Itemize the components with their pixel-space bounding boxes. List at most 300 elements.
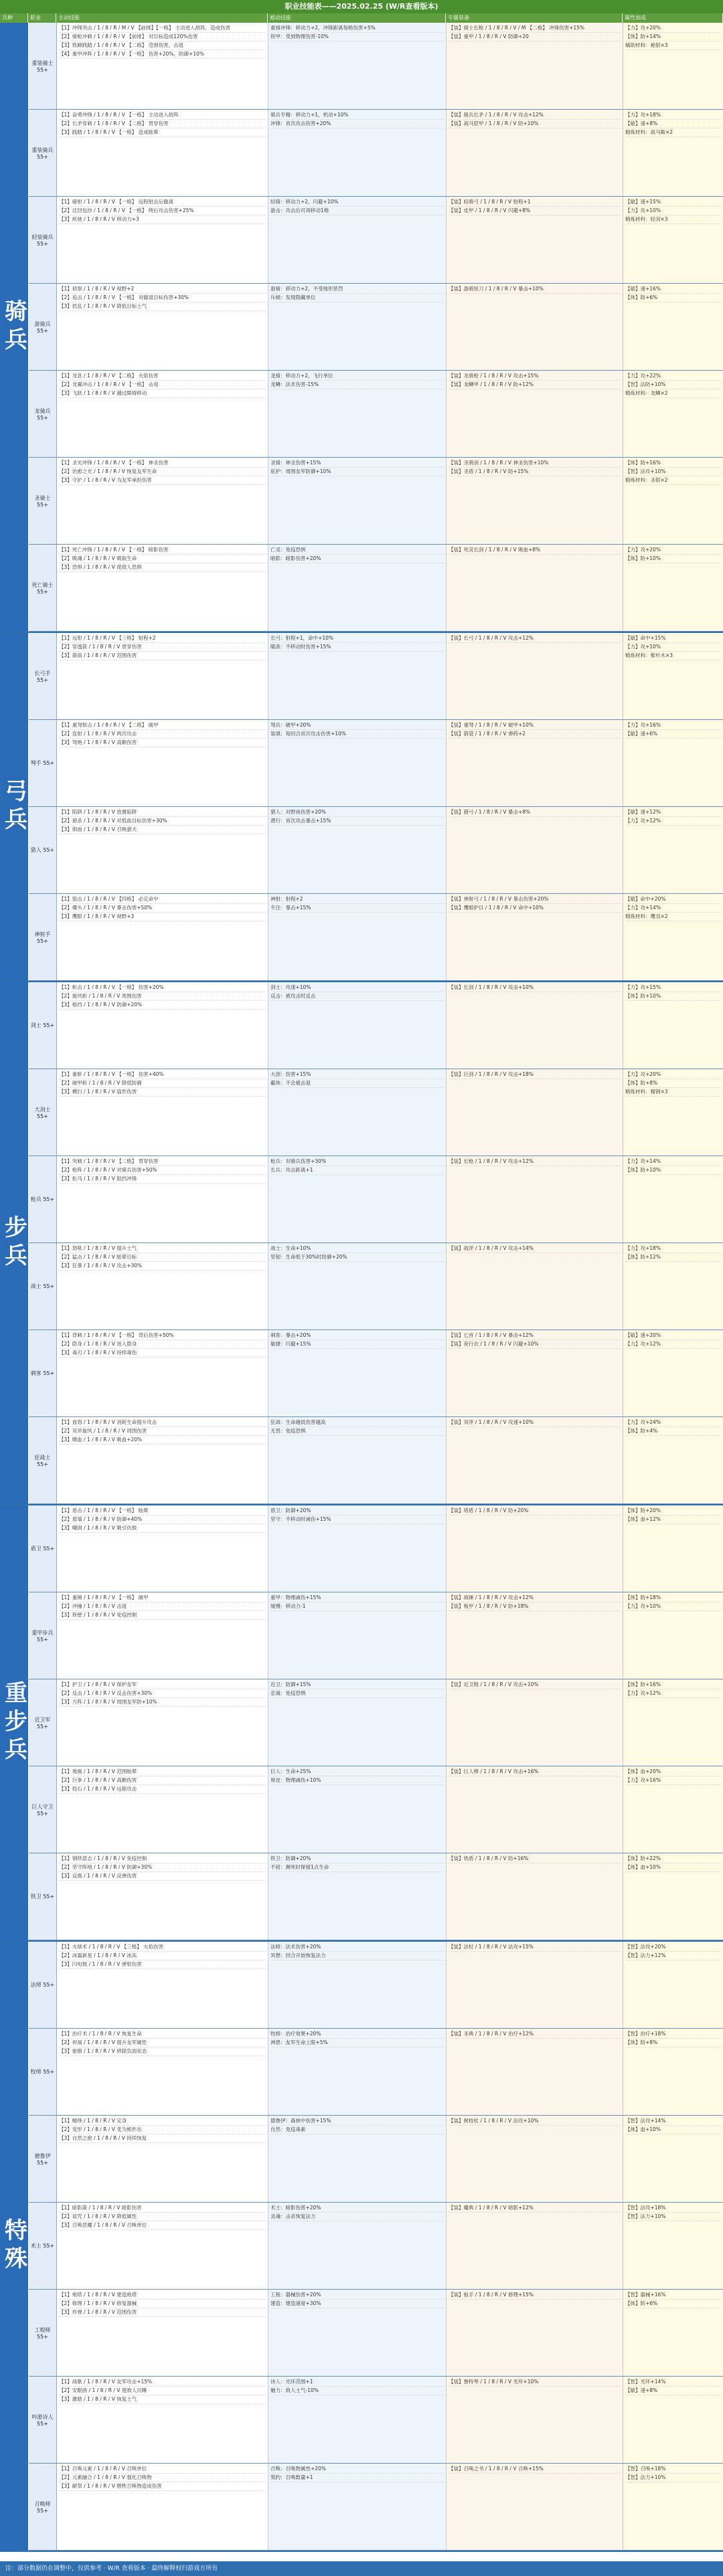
table-row (29, 458, 723, 545)
attributes-cell (623, 1505, 723, 1592)
unit-name: 死亡骑士 55+ (29, 545, 57, 631)
attributes-cell (623, 1679, 723, 1766)
cell-line: 德鲁伊：森林中伤害+15% (270, 2117, 444, 2126)
equipment-cell (447, 1156, 623, 1243)
equipment-cell (447, 2203, 623, 2289)
cell-line: 【力】攻+12% (625, 1340, 721, 1349)
attributes-cell (623, 1766, 723, 1853)
equipment-cell (447, 1417, 623, 1503)
cell-line: 【智】法攻+20% (625, 1943, 721, 1952)
cell-line: 【2】爆头 / 1 / 8 / R / V 暴击伤害+50% (59, 904, 266, 913)
cell-line: 【2】吸魂 / 1 / 8 / R / V 吸取生命 (59, 555, 266, 563)
cell-line: 【2】反击 / 1 / 8 / R / V 反击伤害+30% (59, 1689, 266, 1698)
cell-line: 【1】冲锋突击 / 1 / 8 / R / M / V 【前排】【一格】 主动进入敌阵，造成伤害 (59, 24, 266, 33)
cell-line: 坚韧：生命低于30%时防御+20% (270, 1253, 444, 1262)
header-equipment: 专属装备 (446, 13, 623, 23)
active-skills-cell (57, 545, 268, 631)
equipment-cell (447, 1853, 623, 1940)
cell-line: 【2】迂回包抄 / 1 / 8 / R / V 【一格】 绕后攻击伤害+25% (59, 207, 266, 215)
cell-line: 圣骑：神圣伤害+15% (270, 459, 444, 468)
unit-name: 轻装骑兵 55+ (29, 197, 57, 283)
cell-line: 【3】铁壁 / 1 / 8 / R / V 免疫控制 (59, 1611, 266, 1620)
cell-line: 盾卫：防御+20% (270, 1507, 444, 1515)
cell-line: 精炼材料：鹰羽×2 (625, 913, 721, 921)
active-skills-cell (57, 1243, 268, 1329)
cell-line: 【3】方阵 / 1 / 8 / R / V 周围友军防+10% (59, 1698, 266, 1707)
cell-line: 不屈：濒死时保留1点生命 (270, 1863, 444, 1872)
cell-line: 铁甲：受到物理伤害-10% (270, 33, 444, 41)
active-skills-cell (57, 110, 268, 196)
cell-line: 【3】疾驰 / 1 / 8 / R / V 移动力+3 (59, 215, 266, 224)
passive-skills-cell (268, 284, 447, 370)
table-row (29, 1069, 723, 1156)
cell-line: 【敏】命中+15% (625, 634, 721, 643)
cell-line: 【2】双斧旋风 / 1 / 8 / R / V 周围伤害 (59, 1427, 266, 1436)
cell-line: 【2】枪阵 / 1 / 8 / R / V 对骑兵伤害+50% (59, 1166, 266, 1175)
table-row (29, 110, 723, 197)
cell-line: 【智】器械+16% (625, 2291, 721, 2300)
attributes-cell (623, 2290, 723, 2376)
cell-line: 专注：暴击+15% (270, 904, 444, 913)
active-skills-cell (57, 1592, 268, 1679)
cell-line: 暗影：暗影伤害+20% (270, 555, 444, 563)
table-row (29, 2116, 723, 2203)
attributes-cell (623, 2116, 723, 2202)
cell-line: 召唤：召唤物属性+20% (270, 2465, 444, 2474)
cell-line: 骑兵专精：移动力+1，机动+10% (270, 111, 444, 120)
active-skills-cell (57, 2116, 268, 2202)
cell-line: 【体】防+22% (625, 1855, 721, 1863)
equipment-cell (447, 1679, 623, 1766)
cell-line: 【1】暗影箭 / 1 / 8 / R / V 暗影伤害 (59, 2204, 266, 2213)
cell-line: 【1】缠绕 / 1 / 8 / R / V 定身 (59, 2117, 266, 2126)
footer-note: 注：部分数据仍在调整中，仅供参考 · W/R 查看版本 · 最终解释权归游戏方所有 (0, 2561, 723, 2576)
cell-line: 【装】铁盾 / 1 / 8 / R / V 防+16% (449, 1855, 621, 1863)
cell-line: 【装】神射弓 / 1 / 8 / R / V 暴击伤害+20% (449, 895, 621, 904)
cell-line: 神恩：友军生命上限+5% (270, 2039, 444, 2047)
category-section (0, 982, 723, 1505)
equipment-cell (447, 720, 623, 806)
attributes-cell (623, 197, 723, 283)
cell-line: 近卫：防御+15% (270, 1681, 444, 1689)
equipment-cell (447, 982, 623, 1069)
cell-line: 【力】攻+18% (625, 1245, 721, 1253)
passive-skills-cell (268, 633, 447, 719)
cell-line: 【3】格挡 / 1 / 8 / R / V 防御+20% (59, 1001, 266, 1010)
cell-line: 精炼材料：轻羽×3 (625, 215, 721, 224)
cell-line: 冲锋：首次攻击伤害+20% (270, 120, 444, 128)
cell-line: 【3】炸弹 / 1 / 8 / R / V 范围伤害 (59, 2308, 266, 2317)
cell-line: 【体】防+6% (625, 2300, 721, 2308)
cell-line: 【3】箭雨 / 1 / 8 / R / V 范围伤害 (59, 652, 266, 660)
table-row (29, 2029, 723, 2116)
cell-line: 【3】鹰眼 / 1 / 8 / R / V 视野+3 (59, 913, 266, 921)
cell-line: 【2】变形 / 1 / 8 / R / V 变为熊形态 (59, 2126, 266, 2134)
cell-line: 【装】龙鳞甲 / 1 / 8 / R / V 防+12% (449, 381, 621, 389)
attributes-cell (623, 110, 723, 196)
attributes-cell (623, 2029, 723, 2115)
cell-line: 【装】龙骑枪 / 1 / 8 / R / V 攻击+15% (449, 372, 621, 381)
cell-line: 【1】重弩射击 / 1 / 8 / R / V 【二格】 破甲 (59, 721, 266, 730)
equipment-cell (447, 1505, 623, 1592)
equipment-cell (447, 1330, 623, 1416)
active-skills-cell (57, 1942, 268, 2028)
cell-line: 【体】防+10% (625, 992, 721, 1001)
skill-table (0, 23, 723, 2552)
active-skills-cell (57, 371, 268, 457)
cell-line: 【1】陷阱 / 1 / 8 / R / V 放置陷阱 (59, 808, 266, 817)
cell-line: 【2】盾墙 / 1 / 8 / R / V 防御+40% (59, 1515, 266, 1524)
cell-line: 长兵：攻击距离+1 (270, 1166, 444, 1175)
unit-name: 召唤师 55+ (29, 2464, 57, 2550)
cell-line: 【装】战马铠甲 / 1 / 8 / R / V 防+10% (449, 120, 621, 128)
cell-line: 【2】治愈之光 / 1 / 8 / R / V 恢复友军生命 (59, 468, 266, 476)
category-label: 重步兵 (0, 1505, 29, 1940)
unit-name: 战士 55+ (29, 1243, 57, 1329)
cell-line: 【1】火球术 / 1 / 8 / R / V 【三格】 火焰伤害 (59, 1943, 266, 1952)
cell-line: 【智】法攻+18% (625, 2204, 721, 2213)
cell-line: 神射：射程+2 (270, 895, 444, 904)
cell-line: 建造：建造速度+30% (270, 2300, 444, 2308)
cell-line: 【体】防+12% (625, 1253, 721, 1262)
active-skills-cell (57, 1330, 268, 1416)
cell-line: 【装】双斧 / 1 / 8 / R / V 攻速+10% (449, 1418, 621, 1427)
cell-line: 灵魂：击杀恢复法力 (270, 2213, 444, 2221)
passive-skills-cell (268, 1942, 447, 2028)
cell-line: 【装】圣盾 / 1 / 8 / R / V 防+15% (449, 468, 621, 476)
unit-name: 刺客 55+ (29, 1330, 57, 1416)
table-row (29, 1592, 723, 1679)
cell-line: 【装】重甲 / 1 / 8 / R / V 防御+20 (449, 33, 621, 41)
unit-list (29, 1942, 723, 2551)
cell-line: 工程：器械伤害+20% (270, 2291, 444, 2300)
cell-line: 【1】盾击 / 1 / 8 / R / V 【一格】 眩晕 (59, 1507, 266, 1515)
cell-line: 【力】攻+15% (625, 984, 721, 992)
cell-line: 【体】血+12% (625, 1515, 721, 1524)
passive-skills-cell (268, 1417, 447, 1503)
active-skills-cell (57, 720, 268, 806)
table-row (29, 545, 723, 632)
active-skills-cell (57, 1766, 268, 1853)
cell-line: 【1】斩击 / 1 / 8 / R / V 【一格】 伤害+20% (59, 984, 266, 992)
cell-line: 牧师：治疗效果+20% (270, 2030, 444, 2039)
passive-skills-cell (268, 371, 447, 457)
table-row (29, 982, 723, 1069)
equipment-cell (447, 371, 623, 457)
passive-skills-cell (268, 545, 447, 631)
equipment-cell (447, 110, 623, 196)
cell-line: 【1】血怒 / 1 / 8 / R / V 消耗生命提升攻击 (59, 1418, 266, 1427)
cell-line: 【体】防+8% (625, 1079, 721, 1088)
cell-line: 【智】法防+10% (625, 381, 721, 389)
cell-line: 【体】防+16% (625, 459, 721, 468)
cell-line: 【1】怒吼 / 1 / 8 / R / V 提升士气 (59, 1245, 266, 1253)
category-label: 特殊 (0, 1942, 29, 2551)
cell-line: 【3】嗜血 / 1 / 8 / R / V 吸血+20% (59, 1436, 266, 1445)
cell-line: 【敏】速+12% (625, 808, 721, 817)
equipment-cell (447, 807, 623, 893)
passive-skills-cell (268, 2290, 447, 2376)
attributes-cell (623, 1592, 723, 1679)
cell-line: 【3】召唤恶魔 / 1 / 8 / R / V 召唤单位 (59, 2221, 266, 2230)
cell-line: 【力】攻+20% (625, 546, 721, 555)
cell-line: 斥候：发现隐藏单位 (270, 294, 444, 302)
cell-line: 【1】战歌 / 1 / 8 / R / V 友军攻击+15% (59, 2378, 266, 2387)
unit-list (29, 23, 723, 632)
cell-line: 【3】毒刃 / 1 / 8 / R / V 持续毒伤 (59, 1349, 266, 1358)
cell-line: 【1】骑射 / 1 / 8 / R / V 【一格】 远程射击后撤离 (59, 198, 266, 207)
category-section (0, 1942, 723, 2552)
unit-name: 枪兵 55+ (29, 1156, 57, 1243)
cell-line: 【体】防+20% (625, 1507, 721, 1515)
cell-line: 【力】攻+10% (625, 643, 721, 652)
equipment-cell (447, 2290, 623, 2376)
cell-line: 【1】钢铁意志 / 1 / 8 / R / V 免疫控制 (59, 1855, 266, 1863)
attributes-cell (623, 1069, 723, 1156)
passive-skills-cell (268, 2116, 447, 2202)
cell-line: 【敏】速+6% (625, 730, 721, 739)
passive-skills-cell (268, 982, 447, 1069)
cell-line: 【装】圣骑剑 / 1 / 8 / R / V 神圣伤害+10% (449, 459, 621, 468)
attributes-cell (623, 2464, 723, 2550)
category-label: 弓兵 (0, 633, 29, 981)
cell-line: 精炼材料：圣银×2 (625, 476, 721, 485)
cell-line: 【装】圣典 / 1 / 8 / R / V 治疗+12% (449, 2030, 621, 2039)
active-skills-cell (57, 2203, 268, 2289)
cell-line: 【3】献祭 / 1 / 8 / R / V 牺牲召唤物造成伤害 (59, 2482, 266, 2491)
cell-line: 【装】战斧 / 1 / 8 / R / V 攻击+14% (449, 1245, 621, 1253)
active-skills-cell (57, 1853, 268, 1940)
attributes-cell (623, 1417, 723, 1503)
active-skills-cell (57, 23, 268, 109)
active-skills-cell (57, 2290, 268, 2376)
cell-line: 【装】扳手 / 1 / 8 / R / V 修理+15% (449, 2291, 621, 2300)
attributes-cell (623, 1330, 723, 1416)
header-active-skills: 主动技能 (56, 13, 268, 23)
table-row (29, 633, 723, 720)
cell-line: 【力】攻+12% (625, 817, 721, 826)
unit-name: 术士 55+ (29, 2203, 57, 2289)
cell-line: 【装】骑士长枪 / 1 / 8 / R / V / M 【二格】 冲锋伤害+15% (449, 24, 621, 33)
cell-line: 枪兵：对骑兵伤害+30% (270, 1158, 444, 1166)
active-skills-cell (57, 807, 268, 893)
cell-line: 【2】追击 / 1 / 8 / R / V 【一格】 对撤退目标伤害+30% (59, 294, 266, 302)
cell-line: 【2】骑枪冲刺 / 1 / 8 / R / V 【前排】 对目标造成120%伤害 (59, 33, 266, 41)
cell-line: 【1】炮塔 / 1 / 8 / R / V 建造炮塔 (59, 2291, 266, 2300)
passive-skills-cell (268, 720, 447, 806)
table-row (29, 807, 723, 894)
cell-line: 精炼材料：战马鞍×2 (625, 128, 721, 137)
cell-line: 【体】防+18% (625, 1594, 721, 1602)
cell-line: 【装】皮甲 / 1 / 8 / R / V 闪避+8% (449, 207, 621, 215)
cell-line: 【3】恐惧 / 1 / 8 / R / V 使敌人恐惧 (59, 563, 266, 572)
unit-name: 德鲁伊 55+ (29, 2116, 57, 2202)
cell-line: 【1】背刺 / 1 / 8 / R / V 【一格】 背后伤害+50% (59, 1331, 266, 1340)
cell-line: 【体】血+20% (625, 1768, 721, 1776)
cell-line: 【3】嘲讽 / 1 / 8 / R / V 吸引仇恨 (59, 1524, 266, 1533)
cell-line: 【2】修理 / 1 / 8 / R / V 修复器械 (59, 2300, 266, 2308)
passive-skills-cell (268, 458, 447, 544)
table-row (29, 1417, 723, 1504)
cell-line: 【装】骑兵长矛 / 1 / 8 / R / V 攻击+12% (449, 111, 621, 120)
cell-line: 【装】法杖 / 1 / 8 / R / V 法攻+15% (449, 1943, 621, 1952)
passive-skills-cell (268, 1505, 447, 1592)
passive-skills-cell (268, 2464, 447, 2550)
cell-line: 庇护：周围友军防御+10% (270, 468, 444, 476)
cell-line: 【2】旋风斩 / 1 / 8 / R / V 周围伤害 (59, 992, 266, 1001)
cell-line: 【3】守护 / 1 / 8 / R / V 为友军承担伤害 (59, 476, 266, 485)
equipment-cell (447, 545, 623, 631)
cell-line: 【1】龙息 / 1 / 8 / R / V 【二格】 火焰伤害 (59, 372, 266, 381)
attributes-cell (623, 2377, 723, 2463)
cell-line: 【装】塔盾 / 1 / 8 / R / V 防+20% (449, 1507, 621, 1515)
cell-line: 【装】重弩 / 1 / 8 / R / V 破甲+10% (449, 721, 621, 730)
cell-line: 【智】法力+12% (625, 1952, 721, 1960)
cell-line: 【力】攻+20% (625, 24, 721, 33)
unit-name: 龙骑兵 55+ (29, 371, 57, 457)
table-row (29, 1853, 723, 1940)
cell-line: 龙骑：移动力+2，飞行单位 (270, 372, 444, 381)
active-skills-cell (57, 982, 268, 1069)
passive-skills-cell (268, 197, 447, 283)
cell-line: 【3】践踏 / 1 / 8 / R / V 【一格】 造成眩晕 (59, 128, 266, 137)
cell-line: 【体】防+16% (625, 1681, 721, 1689)
unit-name: 盾卫 55+ (29, 1505, 57, 1592)
table-row (29, 1330, 723, 1417)
cell-line: 【体】防+4% (625, 1427, 721, 1436)
table-row (29, 1679, 723, 1766)
cell-line: 【2】猎杀 / 1 / 8 / R / V 对低血目标伤害+30% (59, 817, 266, 826)
cell-line: 战士：生命+10% (270, 1245, 444, 1253)
table-row (29, 1156, 723, 1243)
cell-line: 亡灵：免疫恐惧 (270, 546, 444, 555)
cell-line: 剑士：攻速+10% (270, 984, 444, 992)
active-skills-cell (57, 633, 268, 719)
cell-line: 【2】破甲斩 / 1 / 8 / R / V 降低防御 (59, 1079, 266, 1088)
equipment-cell (447, 1243, 623, 1329)
cell-line: 【敏】命中+20% (625, 895, 721, 904)
cell-line: 契约：召唤数量+1 (270, 2474, 444, 2482)
cell-line: 【装】夜行衣 / 1 / 8 / R / V 闪避+10% (449, 1340, 621, 1349)
cell-line: 游击：攻击后可再移动1格 (270, 207, 444, 215)
unit-name: 弩手 55+ (29, 720, 57, 806)
cell-line: 【3】闪电链 / 1 / 8 / R / V 弹射伤害 (59, 1960, 266, 1969)
cell-line: 【2】隐身 / 1 / 8 / R / V 进入隐身 (59, 1340, 266, 1349)
equipment-cell (447, 2464, 623, 2550)
cell-line: 【2】冰霜新星 / 1 / 8 / R / V 冰冻 (59, 1952, 266, 1960)
cell-line: 【2】巨拳 / 1 / 8 / R / V 高额伤害 (59, 1776, 266, 1785)
cell-line: 轻骑：移动力+2，闪避+10% (270, 198, 444, 207)
active-skills-cell (57, 894, 268, 980)
cell-line: 【智】召唤+18% (625, 2465, 721, 2474)
attributes-cell (623, 371, 723, 457)
cell-line: 【装】箭袋 / 1 / 8 / R / V 弹药+2 (449, 730, 621, 739)
cell-line: 【2】祝福 / 1 / 8 / R / V 提升友军属性 (59, 2039, 266, 2047)
cell-line: 【1】死亡冲锋 / 1 / 8 / R / V 【一格】 暗影伤害 (59, 546, 266, 555)
cell-line: 【力】攻+20% (625, 1071, 721, 1079)
passive-skills-cell (268, 110, 447, 196)
cell-line: 重甲：物理减伤+15% (270, 1594, 444, 1602)
attributes-cell (623, 894, 723, 980)
passive-skills-cell (268, 1592, 447, 1679)
active-skills-cell (57, 2029, 268, 2115)
table-row (29, 23, 723, 110)
table-row (29, 2377, 723, 2464)
cell-line: 【装】板甲 / 1 / 8 / R / V 防+18% (449, 1602, 621, 1611)
cell-line: 【智】法攻+10% (625, 468, 721, 476)
unit-list (29, 633, 723, 981)
cell-line: 【1】召唤元素 / 1 / 8 / R / V 召唤单位 (59, 2465, 266, 2474)
unit-name: 牧师 55+ (29, 2029, 57, 2115)
passive-skills-cell (268, 894, 447, 980)
attributes-cell (623, 982, 723, 1069)
cell-line: 【2】龙翼冲击 / 1 / 8 / R / V 【一格】 击退 (59, 381, 266, 389)
active-skills-cell (57, 1069, 268, 1156)
passive-skills-cell (268, 1243, 447, 1329)
cell-line: 忠诚：免疫恐惧 (270, 1689, 444, 1698)
cell-line: 大剑：伤害+15% (270, 1071, 444, 1079)
cell-line: 【3】拒马 / 1 / 8 / R / V 阻挡冲锋 (59, 1175, 266, 1184)
cell-line: 猎人：对野兽伤害+20% (270, 808, 444, 817)
cell-line: 【智】法力+10% (625, 2213, 721, 2221)
passive-skills-cell (268, 1766, 447, 1853)
active-skills-cell (57, 1417, 268, 1503)
active-skills-cell (57, 1505, 268, 1592)
equipment-cell (447, 2116, 623, 2202)
cell-line: 敏捷：闪避+15% (270, 1340, 444, 1349)
cell-line: 【装】巨人棒 / 1 / 8 / R / V 攻击+16% (449, 1768, 621, 1776)
cell-line: 【力】攻+10% (625, 1602, 721, 1611)
unit-name: 重甲步兵 55+ (29, 1592, 57, 1679)
attributes-cell (623, 23, 723, 109)
unit-name: 铁卫 55+ (29, 1853, 57, 1940)
cell-line: 【敏】速+16% (625, 285, 721, 294)
unit-name: 近卫军 55+ (29, 1679, 57, 1766)
cell-line: 【3】反震 / 1 / 8 / R / V 反弹伤害 (59, 1872, 266, 1881)
attributes-cell (623, 1942, 723, 2028)
category-section (0, 633, 723, 982)
cell-line: 【4】重甲冲阵 / 1 / 8 / R / V 【一格】 伤害+20%，防御+10% (59, 50, 266, 59)
table-row (29, 1243, 723, 1330)
cell-line: 【装】游骑短刀 / 1 / 8 / R / V 暴击+10% (449, 285, 621, 294)
cell-line: 【敏】速+8% (625, 120, 721, 128)
unit-name: 吟游诗人 55+ (29, 2377, 57, 2463)
equipment-cell (447, 894, 623, 980)
table-row (29, 2290, 723, 2377)
cell-line: 【1】突刺 / 1 / 8 / R / V 【二格】 贯穿伤害 (59, 1158, 266, 1166)
attributes-cell (623, 545, 723, 631)
cell-line: 【3】驱散 / 1 / 8 / R / V 移除负面状态 (59, 2047, 266, 2056)
table-row (29, 2464, 723, 2551)
cell-line: 龙鳞：法术伤害-15% (270, 381, 444, 389)
cell-line: 狂战：生命越低伤害越高 (270, 1418, 444, 1427)
cell-line: 【力】攻+24% (625, 1418, 721, 1427)
cell-line: 反击：被攻击时反击 (270, 992, 444, 1001)
unit-name: 大剑士 55+ (29, 1069, 57, 1156)
cell-line: 【体】血+10% (625, 2126, 721, 2134)
cell-line: 【装】巨剑 / 1 / 8 / R / V 攻击+18% (449, 1071, 621, 1079)
unit-name: 圣骑士 55+ (29, 458, 57, 544)
unit-name: 工程师 55+ (29, 2290, 57, 2376)
equipment-cell (447, 458, 623, 544)
cell-line: 【3】自然之愈 / 1 / 8 / R / V 持续恢复 (59, 2134, 266, 2143)
cell-line: 【装】死灵长剑 / 1 / 8 / R / V 吸血+8% (449, 546, 621, 555)
cell-line: 精炼材料：精钢×3 (625, 1088, 721, 1097)
cell-line: 【1】奋勇冲锋 / 1 / 8 / R / V 【一格】 主动进入敌阵 (59, 111, 266, 120)
cell-line: 【装】长剑 / 1 / 8 / R / V 攻击+10% (449, 984, 621, 992)
equipment-cell (447, 197, 623, 283)
attributes-cell (623, 807, 723, 893)
